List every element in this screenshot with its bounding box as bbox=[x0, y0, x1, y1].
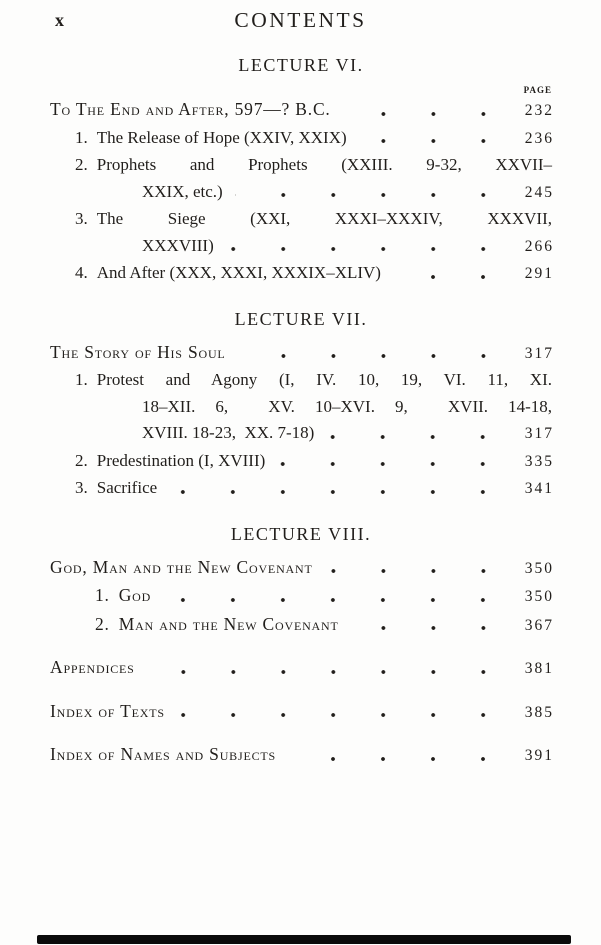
page-number: 317 bbox=[524, 344, 554, 362]
toc-row bbox=[50, 475, 552, 503]
leader-dots bbox=[163, 582, 510, 611]
toc-row bbox=[50, 420, 552, 448]
page-number: 236 bbox=[524, 129, 554, 147]
entry-number: 2. bbox=[95, 613, 110, 634]
entry-number: 2. bbox=[75, 155, 88, 174]
entry-text: XVIII. 18-23, XX. 7-18) bbox=[142, 423, 315, 442]
toc-row bbox=[50, 611, 552, 640]
page-number: 391 bbox=[524, 747, 554, 764]
entry-text: God bbox=[118, 585, 152, 605]
entry-number: 4. bbox=[75, 263, 88, 282]
page-number: 317 bbox=[524, 425, 554, 442]
entry-text: Sacrifice bbox=[96, 478, 158, 497]
toc-row bbox=[50, 339, 552, 368]
lecture-heading: LECTURE VI. bbox=[238, 55, 364, 75]
toc-row bbox=[50, 741, 552, 770]
page-number: 291 bbox=[524, 265, 554, 282]
toc-row bbox=[50, 448, 552, 476]
entry-text: XXIX, etc.) bbox=[142, 181, 223, 201]
entry-number: 1. bbox=[75, 127, 88, 147]
toc-row bbox=[50, 394, 552, 421]
entry-text: Predestination (I, XVIII) bbox=[96, 450, 266, 470]
toc-row bbox=[50, 582, 552, 611]
entry-number: 2. bbox=[75, 450, 88, 470]
leader-dots bbox=[238, 339, 510, 368]
leader-dots bbox=[326, 420, 510, 448]
entry-text: Appendices bbox=[50, 657, 135, 677]
leader-dots bbox=[226, 233, 510, 261]
leader-dots bbox=[277, 448, 510, 476]
toc-row bbox=[50, 96, 552, 125]
toc-row bbox=[50, 554, 552, 583]
page-column-label: PAGE bbox=[523, 85, 552, 95]
toc-row bbox=[50, 179, 552, 207]
contents-title: CONTENTS bbox=[234, 8, 367, 32]
leader-dots bbox=[325, 554, 510, 583]
scan-artifact-bar bbox=[37, 935, 571, 944]
page-number: 232 bbox=[524, 102, 554, 119]
entry-text: To The End and After, 597—? B.C. bbox=[50, 99, 331, 119]
entry-text: Man and the New Covenant bbox=[118, 613, 339, 634]
toc-row bbox=[50, 654, 552, 683]
page-number: 245 bbox=[524, 183, 554, 201]
page-number: 350 bbox=[524, 588, 554, 605]
toc-section bbox=[50, 654, 552, 770]
entry-text: The Story of His Soul bbox=[50, 341, 226, 362]
leader-dots bbox=[147, 654, 510, 683]
entry-number: 1. bbox=[75, 370, 88, 389]
leader-dots bbox=[343, 96, 510, 125]
leader-dots bbox=[235, 179, 510, 207]
toc-section bbox=[50, 522, 552, 640]
toc-row bbox=[50, 152, 552, 179]
table-of-contents bbox=[50, 34, 552, 770]
toc-row bbox=[50, 260, 552, 288]
lecture-heading: LECTURE VIII. bbox=[230, 523, 372, 544]
page-number: 350 bbox=[524, 559, 554, 577]
entry-number: 1. bbox=[95, 585, 110, 605]
page-number: 385 bbox=[524, 703, 554, 721]
entry-text: The Siege (XXI, XXXI–XXXIV, XXXVII, bbox=[96, 209, 552, 228]
leader-dots bbox=[288, 741, 510, 770]
entry-text: Index of Names and Subjects bbox=[50, 744, 276, 764]
leader-dots bbox=[393, 260, 510, 288]
entry-text: And After (XXX, XXXI, XXXIX–XLIV) bbox=[96, 263, 381, 282]
page-number: 266 bbox=[524, 237, 554, 255]
entry-number: 3. bbox=[75, 209, 88, 228]
leader-dots bbox=[351, 611, 510, 640]
leader-dots bbox=[169, 475, 510, 503]
toc-row bbox=[50, 367, 552, 394]
entry-text: Protest and Agony (I, IV. 10, 19, VI. 11, XI. bbox=[96, 370, 552, 389]
toc-section bbox=[50, 53, 552, 288]
leader-dots bbox=[359, 125, 510, 153]
entry-text: XXXVIII) bbox=[142, 235, 214, 255]
page-number: 367 bbox=[524, 616, 554, 634]
entry-text: Prophets and Prophets (XXIII. 9-32, XXVII– bbox=[96, 155, 552, 174]
page-number: 341 bbox=[524, 480, 554, 497]
entry-text: God, Man and the New Covenant bbox=[50, 556, 313, 577]
entry-text: Index of Texts bbox=[50, 700, 165, 721]
toc-row bbox=[50, 206, 552, 233]
toc-row bbox=[50, 698, 552, 727]
leader-dots bbox=[177, 698, 510, 727]
entry-text: 18–XII. 6, XV. 10–XVI. 9, XVII. 14-18, bbox=[142, 396, 552, 416]
lecture-heading: LECTURE VII. bbox=[234, 308, 368, 329]
entry-number: 3. bbox=[75, 478, 88, 497]
toc-row bbox=[50, 125, 552, 153]
entry-text: The Release of Hope (XXIV, XXIX) bbox=[96, 127, 347, 147]
page-roman-numeral: x bbox=[55, 10, 64, 30]
page-number: 335 bbox=[524, 452, 554, 470]
toc-section bbox=[50, 307, 552, 503]
toc-row bbox=[50, 233, 552, 261]
page-number: 381 bbox=[524, 660, 554, 677]
